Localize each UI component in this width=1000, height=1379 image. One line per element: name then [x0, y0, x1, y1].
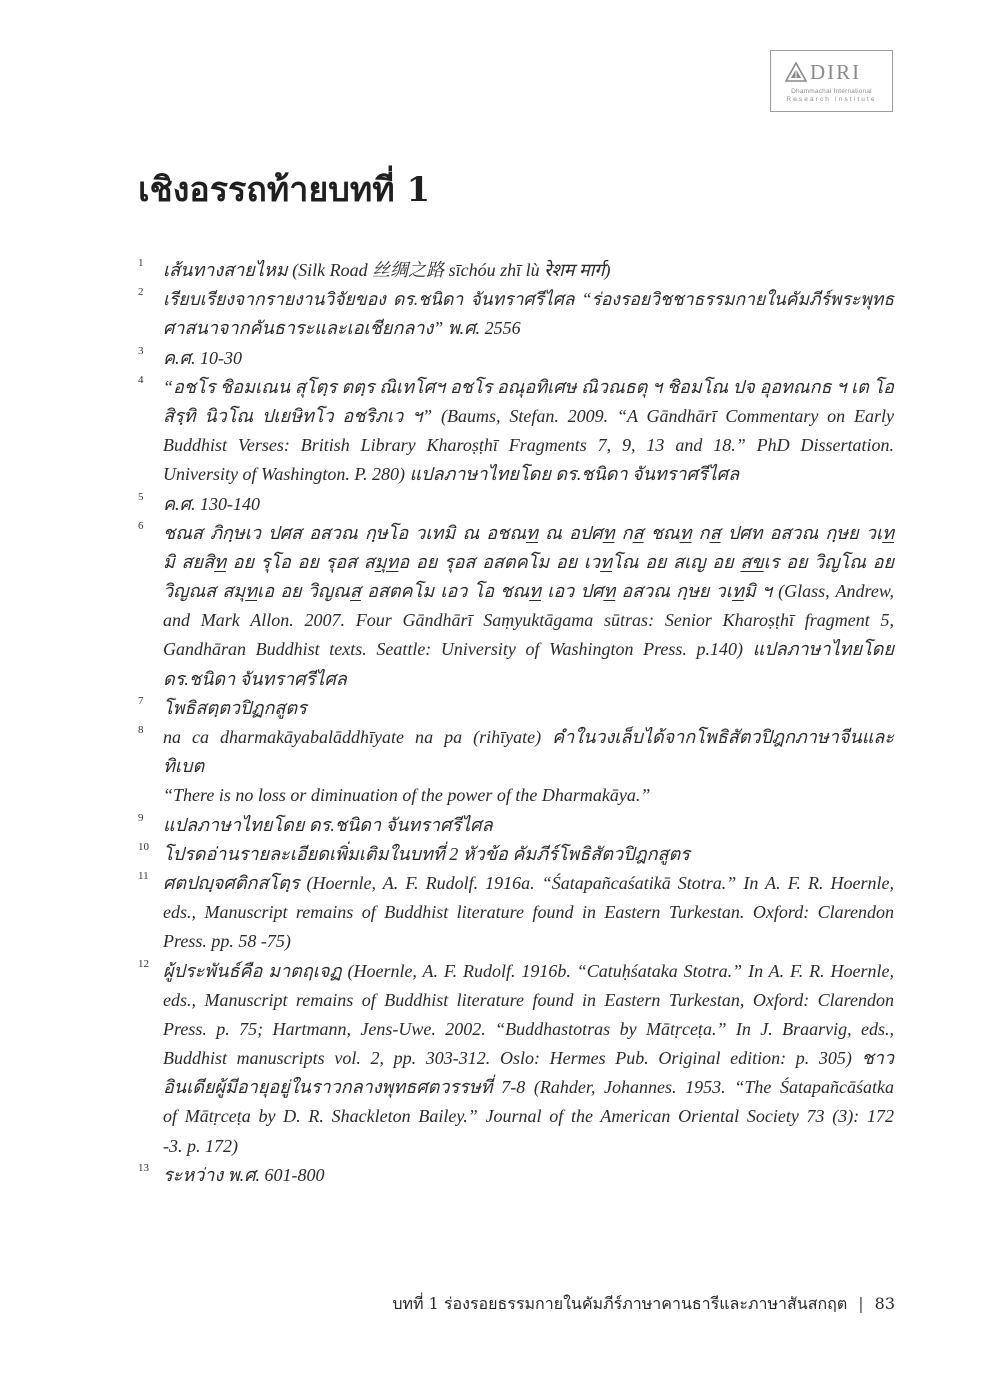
endnote-line	[163, 577, 895, 606]
endnote-line	[163, 986, 895, 1015]
text-run: อย รุโอ อย รุอส ส	[225, 551, 375, 572]
text-run: ทิเบต	[163, 756, 205, 777]
text-run: Press. p. 75; Hartmann, Jens-Uwe. 2002. “Buddhastotras by Mātṛceṭa.” In J. Braarvig, eds.,	[163, 1018, 894, 1039]
endnote-number: 5	[138, 490, 144, 503]
page-title: เชิงอรรถท้ายบทที่ 1	[138, 170, 431, 210]
underlined-text-run: ท	[679, 522, 692, 543]
underlined-text-run: ท	[882, 522, 894, 543]
underlined-text-run: ท	[600, 551, 613, 572]
text-run: -3. p. 172)	[163, 1135, 238, 1156]
endnote-line	[163, 1161, 895, 1190]
underlined-text-run: ส	[709, 522, 721, 543]
text-run: Gandhāran Buddhist texts. Seattle: University of Washington Press. p.140) แปลภาษาไทยโดย	[163, 639, 894, 660]
endnote-line	[163, 606, 895, 635]
running-footer	[392, 1290, 895, 1318]
endnote-13	[138, 1161, 895, 1190]
text-run: เรียบเรียงจากรายงานวิจัยของ ดร.ชนิดา จันทราศรีไศล “ร่องรอยวิชชาธรรมกายในคัมภีร์พระพุทธ	[163, 289, 894, 310]
institute-logo	[770, 50, 893, 112]
endnote-number: 2	[138, 286, 144, 299]
text-run: อ อย รุอส อสตคโม อย เว	[398, 551, 601, 572]
underlined-text-run: ท	[245, 581, 258, 602]
underlined-text-run: สข	[740, 551, 764, 572]
text-run: สิรฺทิ นิวโณ ปเยษิทโว อชริภเว ฯ” (Baums, Stefan. 2009. “A Gāndhārī Commentary on Early	[163, 405, 894, 426]
text-run: ค.ศ. 130-140	[163, 493, 260, 514]
page-number: 83	[874, 1294, 895, 1313]
endnote-line	[163, 1073, 895, 1102]
text-run: เร อย วิญโณ อย	[763, 551, 895, 572]
endnote-line	[163, 957, 895, 986]
dhammachai-triangle-icon	[785, 62, 807, 82]
endnote-line	[163, 460, 895, 489]
underlined-text-run: ท	[526, 522, 538, 543]
text-run: Buddhist manuscripts vol. 2, pp. 303-312. Oslo: Hermes Pub. Original edition: p. 305) ชาว	[163, 1048, 894, 1069]
endnote-continuation	[138, 781, 895, 810]
endnote-line	[163, 431, 895, 460]
text-run: ศาสนาจากคันธาระและเอเชียกลาง” พ.ศ. 2556	[163, 318, 521, 339]
endnote-number: 1	[138, 257, 144, 269]
endnote-line	[163, 256, 895, 285]
endnote-line	[163, 519, 895, 548]
endnote-9	[138, 811, 895, 840]
endnote-line	[163, 723, 895, 752]
underlined-text-run: ท	[214, 551, 226, 572]
text-run: ก	[614, 522, 633, 543]
endnote-line	[163, 1015, 895, 1044]
logo-subtitle-line-1: Dhammachai International	[791, 88, 872, 95]
underlined-text-run: ท	[731, 581, 744, 602]
endnote-line	[163, 665, 895, 694]
text-run: อสตคโม เอว โอ ชณ	[360, 581, 530, 602]
underlined-text-run: ท	[603, 581, 616, 602]
endnote-3	[138, 344, 895, 373]
text-run: เอว ปศ	[541, 581, 604, 602]
underlined-text-run: ท	[529, 581, 542, 602]
endnote-line	[163, 869, 895, 898]
endnote-6	[138, 519, 895, 694]
endnote-line	[163, 1044, 895, 1073]
endnote-4	[138, 373, 895, 490]
footer-separator: |	[858, 1294, 864, 1313]
text-run: eds., Manuscript remains of Buddhist literature found in Eastern Turkestan, Oxford: Clarendon	[163, 989, 894, 1010]
endnotes-list	[138, 256, 895, 1190]
endnote-number: 4	[138, 373, 144, 386]
endnote-line	[163, 898, 895, 927]
text-run: ปศท อสวณ กฺษย วเ	[720, 522, 883, 543]
text-run: วิญณส สมุ	[163, 581, 246, 602]
text-run: โปรดอ่านรายละเอียดเพิ่มเติมในบทที่ 2 หัวข้อ คัมภีร์โพธิสัตวปิฎกสูตร	[163, 843, 690, 864]
text-run: แปลภาษาไทยโดย ดร.ชนิดา จันทราศรีไศล	[163, 814, 493, 835]
endnote-line	[163, 373, 895, 402]
endnote-8	[138, 723, 895, 781]
logo-wordmark: DIRI	[810, 60, 862, 84]
endnote-number: 12	[138, 957, 149, 970]
endnote-11	[138, 869, 895, 957]
text-run: ดร.ชนิดา จันทราศรีไศล	[163, 668, 347, 689]
endnote-line	[163, 314, 895, 343]
text-run: ศตปญฺจศติกสโตฺร (Hoernle, A. F. Rudolf. 1916a. “Śatapañcaśatikā Stotra.” In A. F. R. Hoernle,	[163, 872, 894, 893]
text-run: ก	[691, 522, 710, 543]
endnote-line	[163, 781, 895, 810]
text-run: of Mātṛceṭa by D. R. Shackleton Bailey.” Journal of the American Oriental Society 73 (3): 172	[163, 1106, 894, 1127]
endnote-number: 11	[138, 869, 149, 882]
text-run: มิ ฯ (Glass, Andrew,	[743, 581, 895, 602]
text-run: “อชโร ชิอมเณน สุโตฺร ตตฺร ณิเทโศฯ อชโร อณุอทิเศษ ณิวณธตุ ฯ ชิอมโณ ปจ อุอทณกธ ฯ เต โอ	[163, 376, 894, 397]
endnote-line	[163, 635, 895, 664]
endnote-line	[163, 402, 895, 431]
endnote-number: 8	[138, 724, 144, 736]
text-run: eds., Manuscript remains of Buddhist literature found in Eastern Turkestan. Oxford: Clarendon	[163, 902, 894, 923]
endnote-line	[163, 490, 895, 519]
text-run: อินเดียผู้มีอายุอยู่ในราวกลางพุทธศตวรรษที่ 7-8 (Rahder, Johannes. 1953. “The Śatapañcāśatka	[163, 1077, 894, 1098]
endnote-line	[163, 752, 895, 781]
endnote-number: 9	[138, 811, 144, 824]
text-run: เอ อย วิญณ	[257, 581, 350, 602]
logo-mark	[785, 59, 861, 85]
text-run: na ca dharmakāyabalāddhīyate na pa (rihīyate) คำในวงเล็บได้จากโพธิสัตวปิฎกภาษาจีนและ	[163, 727, 894, 747]
text-run: โณ อย สเญ อย	[612, 551, 741, 572]
endnote-line	[163, 927, 895, 956]
underlined-text-run: ส	[632, 522, 644, 543]
text-run: ผู้ประพันธ์คือ มาตฤเจฏ (Hoernle, A. F. Rudolf. 1916b. “Catuḥśataka Stotra.” In A. F. R. Hoernle,	[163, 960, 894, 981]
text-run: ชณส ภิกฺษเว ปศส อสวณ กฺษโอ วเทมิ ณ อชณ	[163, 522, 527, 543]
text-run: ณ อปศ	[537, 522, 603, 543]
endnote-7	[138, 694, 895, 723]
text-run: ชณ	[643, 522, 680, 543]
endnote-line	[163, 1132, 895, 1161]
endnote-number: 7	[138, 694, 144, 707]
endnote-line	[163, 694, 895, 723]
endnote-line	[163, 344, 895, 373]
underlined-text-run: ท	[602, 522, 615, 543]
endnote-line	[163, 840, 895, 869]
footer-chapter-title: บทที่ 1 ร่องรอยธรรมกายในคัมภีร์ภาษาคานธารีและภาษาสันสกฤต	[392, 1294, 848, 1313]
text-run: Press. pp. 58 -75)	[163, 931, 291, 952]
text-run: ระหว่าง พ.ศ. 601-800	[163, 1164, 325, 1185]
endnote-1	[138, 256, 895, 285]
endnote-5	[138, 490, 895, 519]
endnote-line	[163, 1102, 895, 1131]
text-run: มิ สยสิ	[163, 551, 215, 572]
text-run: เส้นทางสายไหม (Silk Road 丝绸之路 sīchóu zhī lù रेशम मार्ग)	[163, 260, 611, 280]
text-run: อสวณ กฺษย วเ	[615, 581, 732, 602]
endnote-number: 13	[138, 1161, 149, 1174]
endnote-line	[163, 548, 895, 577]
endnote-2	[138, 285, 895, 343]
endnote-line	[163, 285, 895, 314]
text-run: ค.ศ. 10-30	[163, 347, 242, 368]
endnote-number: 10	[138, 840, 149, 853]
text-run: and Mark Allon. 2007. Four Gāndhārī Saṃyuktāgama sūtras: Senior Kharoṣṭhī fragment 5,	[163, 610, 894, 631]
endnote-number: 6	[138, 519, 144, 532]
underlined-text-run: มุท	[374, 551, 399, 572]
endnote-line	[163, 811, 895, 840]
text-run: “There is no loss or diminuation of the power of the Dharmakāya.”	[163, 785, 651, 806]
text-run: University of Washington. P. 280) แปลภาษาไทยโดย ดร.ชนิดา จันทราศรีไศล	[163, 464, 740, 485]
endnote-number: 3	[138, 344, 144, 357]
underlined-text-run: ส	[349, 581, 361, 602]
text-run: Buddhist Verses: British Library Kharoṣṭhī Fragments 7, 9, 13 and 18.” PhD Dissertation.	[163, 435, 894, 456]
logo-subtitle-line-2: Research Institute	[786, 96, 877, 103]
text-run: โพธิสตฺตวปิฏกสูตร	[163, 697, 307, 718]
endnote-10	[138, 840, 895, 869]
endnote-12	[138, 957, 895, 1161]
